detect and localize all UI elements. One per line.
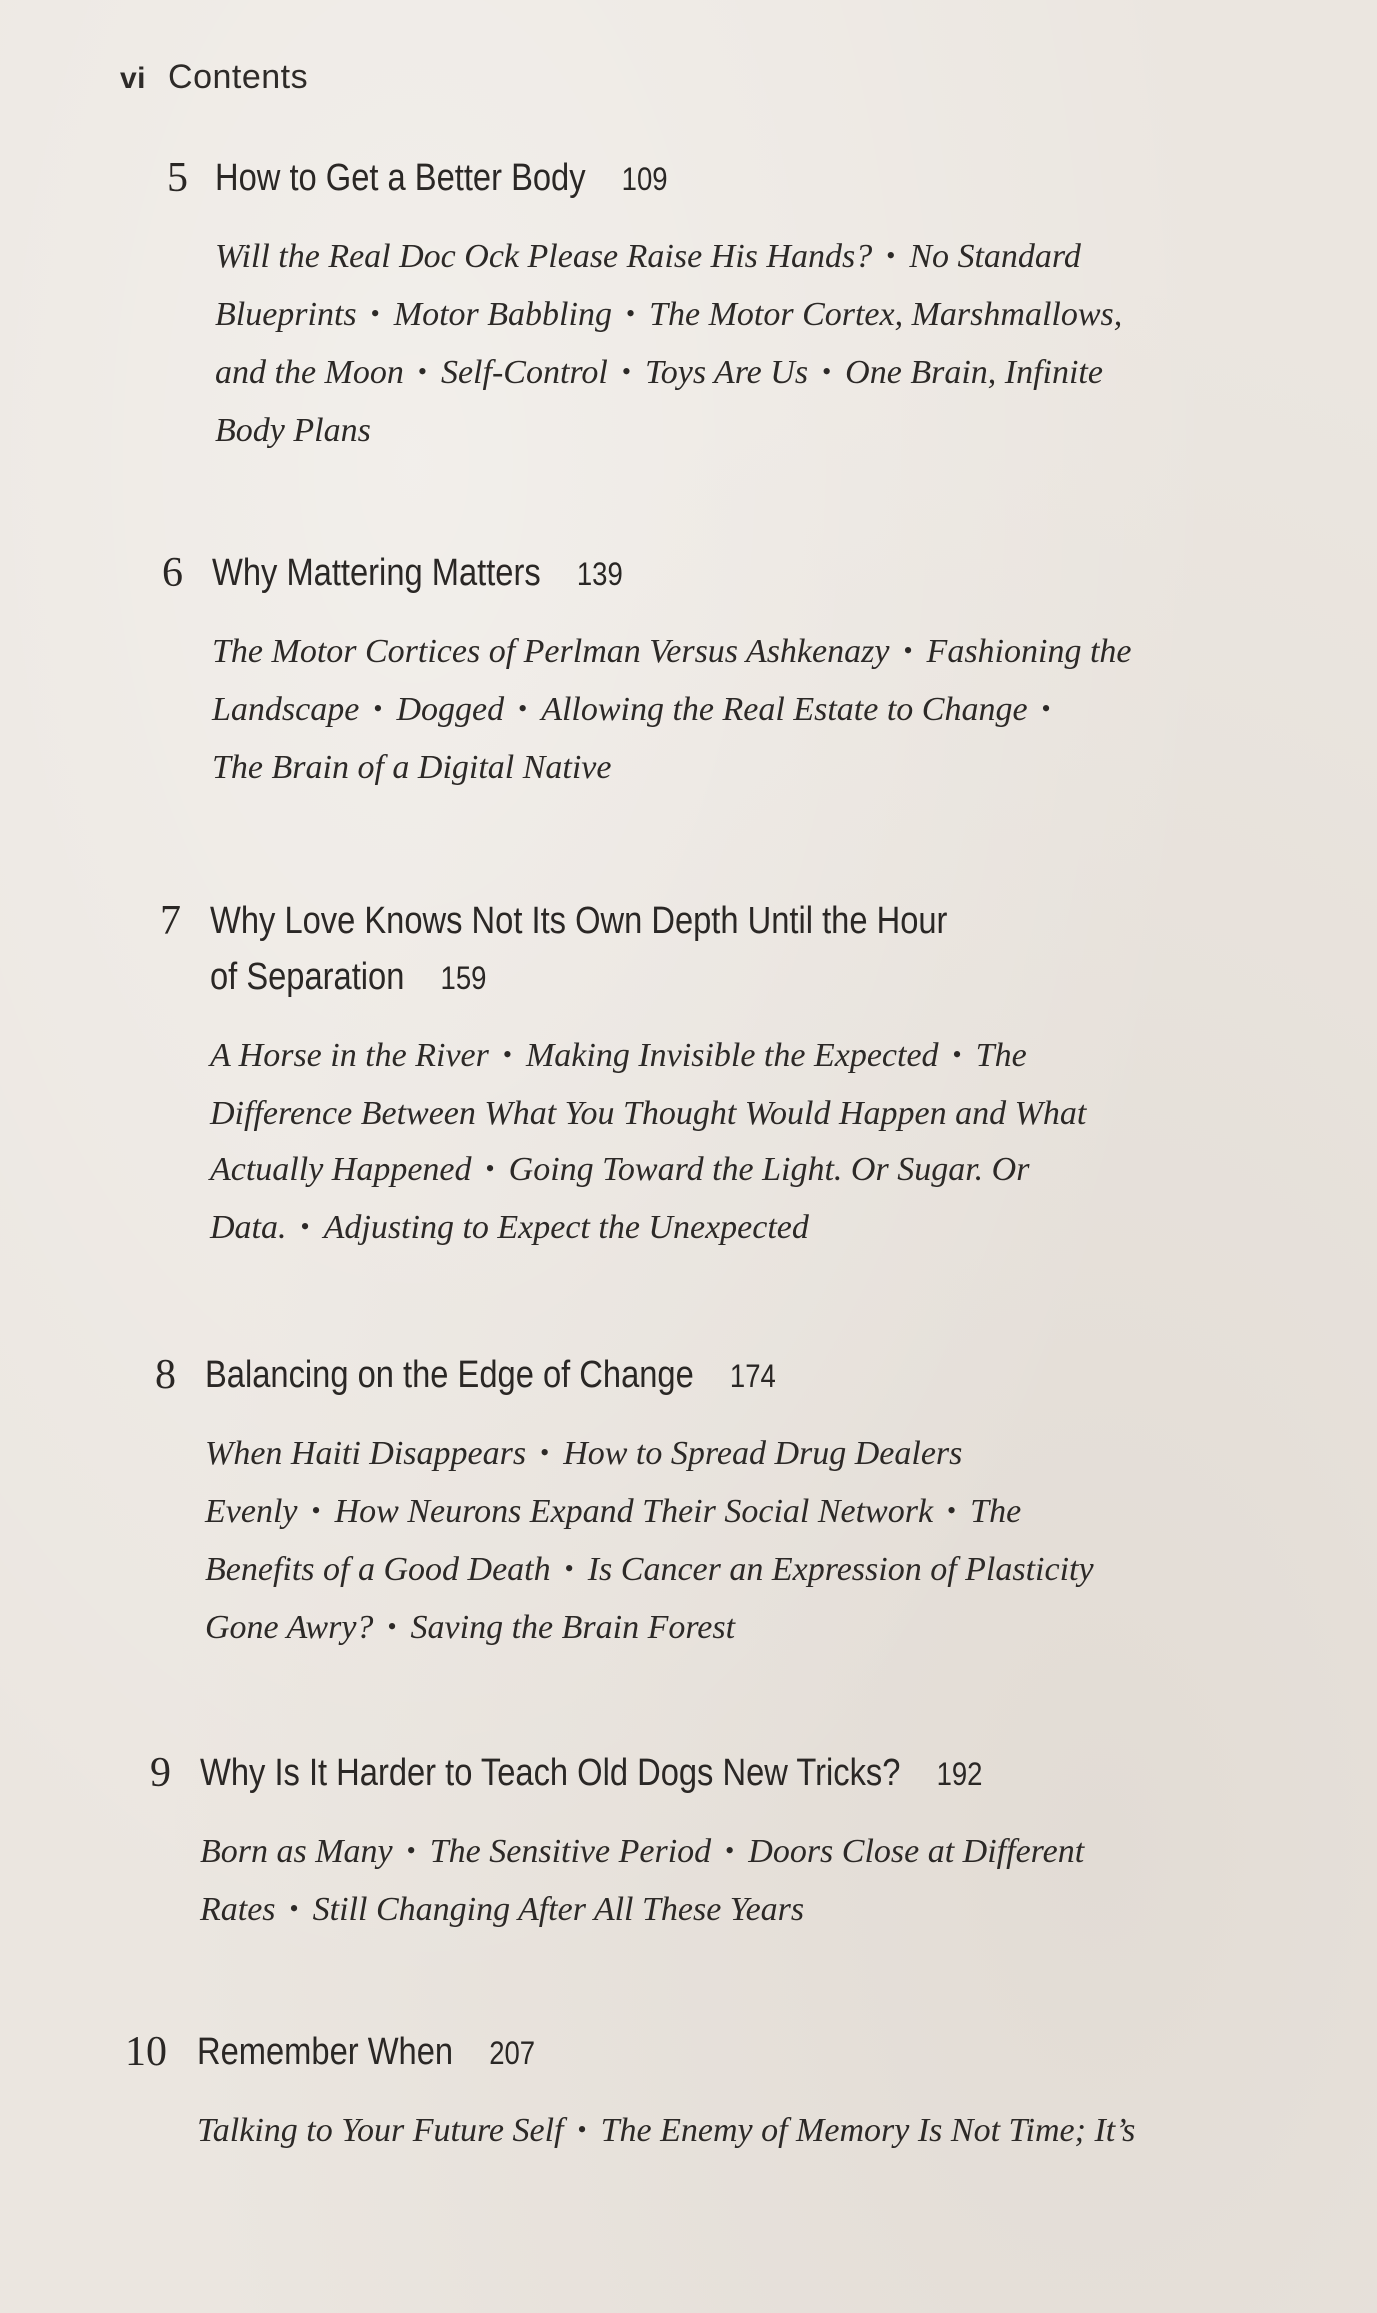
topic-text: and the Moon [215,354,404,391]
chapter-title: Why Is It Harder to Teach Old Dogs New Tricks? [200,1752,901,1794]
topic-text: Saving the Brain Forest [410,1609,736,1646]
topic-line [212,624,1131,682]
topic-text: Benefits of a Good Death [205,1551,551,1588]
chapter-entry [125,2024,1136,2161]
bullet-separator: • [886,241,896,270]
bullet-separator: • [1041,694,1051,723]
bullet-separator: • [311,1496,321,1525]
topic-text: No Standard [909,238,1081,275]
topic-text: How to Spread Drug Dealers [563,1435,963,1472]
topic-text: Rates [200,1891,276,1928]
bullet-separator: • [725,1836,735,1865]
chapter-number: 7 [160,898,181,944]
topic-line [200,1882,1110,1940]
topic-text: Data. [210,1209,287,1246]
topic-text: Actually Happened [210,1151,472,1188]
chapter-title: How to Get a Better Body [215,157,586,199]
topic-line [205,1484,1094,1542]
chapter-number: 5 [167,155,188,201]
topic-text: Doors Close at Different [748,1833,1085,1870]
topic-text: Motor Babbling [393,296,612,333]
chapter-topics [197,2103,1135,2161]
chapter-title: Why Love Knows Not Its Own Depth Until the Hour [210,900,948,942]
topic-text: One Brain, Infinite [845,354,1103,391]
chapter-title-line[interactable] [200,1745,982,1802]
chapter-page-number: 159 [440,960,487,996]
topic-line [210,1200,1086,1258]
topic-line [197,2103,1135,2161]
topic-text: Allowing the Real Estate to Change [541,691,1028,728]
topic-line [200,1824,1110,1882]
bullet-separator: • [406,1836,416,1865]
topic-text: The [975,1037,1027,1074]
topic-line [205,1542,1094,1600]
topic-text: Blueprints [215,296,357,333]
chapter-title-line[interactable] [197,2024,1004,2081]
topic-line [205,1426,1094,1484]
chapter-title: Balancing on the Edge of Change [205,1354,694,1396]
chapter-number: 8 [155,1352,176,1398]
chapter-entry [167,150,1123,459]
topic-text: Landscape [212,691,360,728]
chapter-topics [200,1824,1110,1940]
chapter-title-line[interactable] [205,1347,969,1404]
topic-text: The [970,1493,1022,1530]
chapter-page-number: 192 [936,1756,983,1792]
topic-text: Born as Many [200,1833,393,1870]
topic-line [210,1142,1086,1200]
bullet-separator: • [502,1040,512,1069]
topic-text: The Enemy of Memory Is Not Time; It’s [600,2112,1136,2149]
topic-text: The Brain of a Digital Native [212,749,612,786]
topic-text: Toys Are Us [644,354,809,391]
topic-text: Body Plans [215,412,371,449]
bullet-separator: • [373,694,383,723]
chapter-topics [210,1028,1086,1258]
topic-text: The Motor Cortices of Perlman Versus Ashkenazy [212,633,890,670]
topic-line [212,682,1131,740]
topic-line [215,403,1122,459]
topic-line [212,740,1131,796]
bullet-separator: • [289,1894,299,1923]
topic-text: Evenly [205,1493,298,1530]
topic-text: Fashioning the [926,633,1132,670]
running-head-title: Contents [168,58,309,96]
bullet-separator: • [952,1040,962,1069]
topic-text: Adjusting to Expect the Unexpected [323,1209,809,1246]
topic-line [205,1600,1094,1658]
chapter-page-number: 109 [621,161,668,197]
chapter-entry [150,1745,1110,1940]
topic-line [215,287,1122,345]
page-folio: vi [120,62,147,95]
chapter-title: Why Mattering Matters [212,552,541,594]
chapter-page-number: 139 [576,556,623,592]
topic-text: Gone Awry? [205,1609,374,1646]
chapter-title-line[interactable] [212,545,1003,602]
chapter-page-number: 174 [729,1358,776,1394]
bullet-separator: • [564,1554,574,1583]
bullet-separator: • [518,694,528,723]
chapter-number: 9 [150,1750,171,1796]
topic-text: Talking to Your Future Self [197,2112,564,2149]
chapter-title-line[interactable] [210,949,964,1006]
topic-text: A Horse in the River [210,1037,489,1074]
chapter-entry [162,545,1132,796]
topic-text: When Haiti Disappears [205,1435,527,1472]
topic-text: Making Invisible the Expected [525,1037,939,1074]
topic-text: The Sensitive Period [429,1833,712,1870]
topic-line [215,229,1122,287]
bullet-separator: • [947,1496,957,1525]
topic-text: Self-Control [440,354,608,391]
bullet-separator: • [540,1438,550,1467]
topic-text: Will the Real Doc Ock Please Raise His Hands? [215,238,873,275]
chapter-title-line[interactable] [210,893,964,949]
chapter-topics [205,1426,1094,1658]
topic-line [210,1028,1086,1086]
chapter-title: Remember When [197,2031,454,2073]
chapter-title: of Separation [210,956,405,998]
chapter-title-line[interactable] [215,150,995,207]
bullet-separator: • [485,1154,495,1183]
topic-text: Going Toward the Light. Or Sugar. Or [508,1151,1030,1188]
bullet-separator: • [903,636,913,665]
topic-text: Is Cancer an Expression of Plasticity [587,1551,1094,1588]
topic-line [210,1086,1086,1142]
bullet-separator: • [300,1212,310,1241]
chapter-entry [160,893,1087,1258]
topic-text: Still Changing After All These Years [312,1891,805,1928]
chapter-page-number: 207 [489,2035,536,2071]
chapter-topics [212,624,1131,796]
running-head [120,58,308,97]
topic-text: The Motor Cortex, Marshmallows, [649,296,1123,333]
bullet-separator: • [577,2115,587,2144]
bullet-separator: • [621,357,631,386]
bullet-separator: • [370,299,380,328]
bullet-separator: • [822,357,832,386]
chapter-number: 6 [162,550,183,596]
topic-text: Difference Between What You Thought Would Happen and What [210,1095,1087,1132]
chapter-topics [215,229,1122,459]
bullet-separator: • [387,1612,397,1641]
chapter-entry [155,1347,1094,1658]
chapter-number: 10 [125,2029,167,2075]
bullet-separator: • [625,299,636,328]
topic-line [215,345,1122,403]
topic-text: Dogged [396,691,505,728]
topic-text: How Neurons Expand Their Social Network [334,1493,934,1530]
bullet-separator: • [417,357,427,386]
